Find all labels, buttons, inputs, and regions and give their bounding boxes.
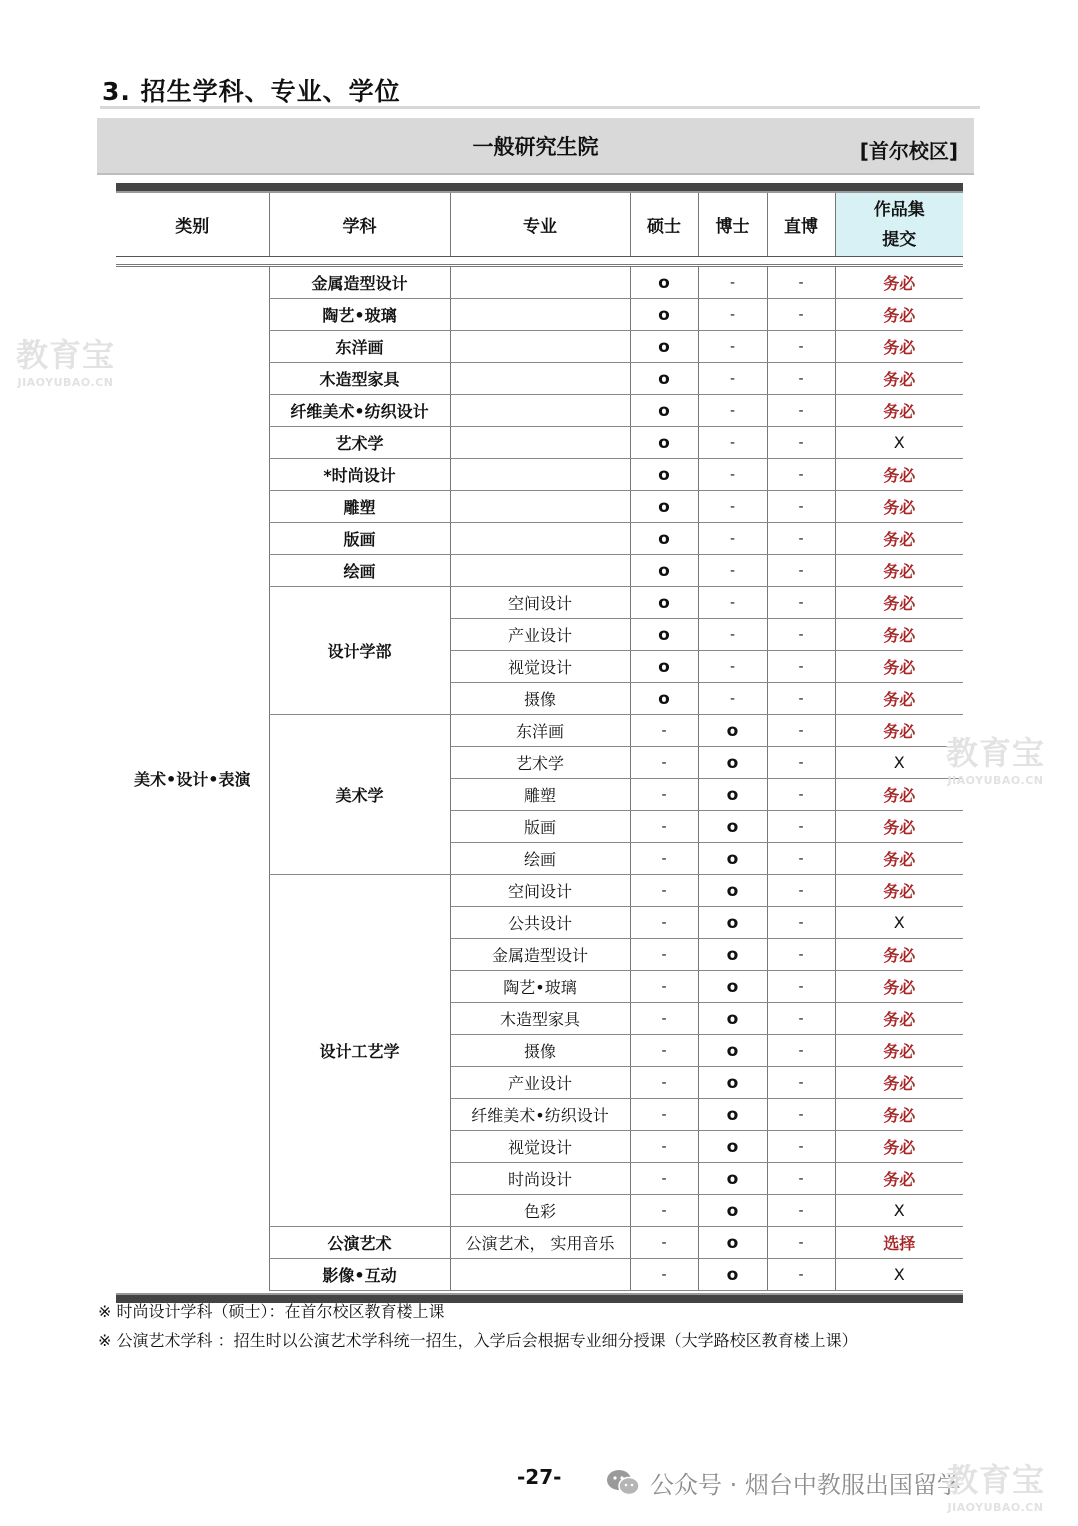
master-cell: o (630, 427, 698, 459)
watermark-domain: JIAOYUBAO.CN (947, 1501, 1044, 1514)
master-cell: o (630, 683, 698, 715)
major-cell (450, 395, 630, 427)
major-cell: 纤维美术•纺织设计 (450, 1099, 630, 1131)
table-header-row (116, 193, 963, 257)
discipline-cell: 陶艺•玻璃 (269, 299, 450, 331)
discipline-cell: 影像•互动 (269, 1259, 450, 1291)
major-cell (450, 1259, 630, 1291)
integrated-cell: - (767, 1163, 835, 1195)
note-item: ※ 公演艺术学科 ：招生时以公演艺术学科统一招生，入学后会根据专业细分授课（大学路校区教育楼上课） (98, 1331, 858, 1350)
discipline-cell: 雕塑 (269, 491, 450, 523)
portfolio-cell: 务必 (835, 971, 963, 1003)
major-cell: 艺术学 (450, 747, 630, 779)
integrated-cell: - (767, 715, 835, 747)
major-cell (450, 459, 630, 491)
master-cell: - (630, 843, 698, 875)
portfolio-cell: 务必 (835, 1035, 963, 1067)
school-banner (97, 118, 974, 175)
portfolio-cell: 务必 (835, 459, 963, 491)
major-cell (450, 331, 630, 363)
master-cell: - (630, 1259, 698, 1291)
header-integrated: 直博 (767, 193, 835, 257)
notes (98, 1297, 858, 1355)
watermark-domain: JIAOYUBAO.CN (947, 774, 1044, 787)
integrated-cell: - (767, 747, 835, 779)
portfolio-cell: 务必 (835, 875, 963, 907)
doctor-cell: - (698, 491, 767, 523)
discipline-cell: 设计工艺学 (269, 875, 450, 1227)
integrated-cell: - (767, 587, 835, 619)
doctor-cell: o (698, 715, 767, 747)
integrated-cell: - (767, 1003, 835, 1035)
doctor-cell: o (698, 1035, 767, 1067)
doctor-cell: - (698, 555, 767, 587)
portfolio-cell: X (835, 907, 963, 939)
doctor-cell: o (698, 1131, 767, 1163)
major-cell (450, 363, 630, 395)
master-cell: - (630, 939, 698, 971)
doctor-cell: - (698, 651, 767, 683)
header-master: 硕士 (630, 193, 698, 257)
watermark-text: 教育宝 (946, 734, 1046, 772)
doctor-cell: - (698, 266, 767, 299)
header-portfolio-line2: 提交 (882, 229, 917, 250)
doctor-cell: o (698, 1003, 767, 1035)
master-cell: o (630, 363, 698, 395)
discipline-cell: 绘画 (269, 555, 450, 587)
integrated-cell: - (767, 1131, 835, 1163)
master-cell: o (630, 523, 698, 555)
master-cell: - (630, 747, 698, 779)
integrated-cell: - (767, 907, 835, 939)
integrated-cell: - (767, 1259, 835, 1291)
doctor-cell: o (698, 875, 767, 907)
school-title: 一般研究生院 (472, 135, 599, 159)
major-cell: 公共设计 (450, 907, 630, 939)
doctor-cell: o (698, 939, 767, 971)
discipline-cell: 艺术学 (269, 427, 450, 459)
major-cell: 空间设计 (450, 587, 630, 619)
master-cell: - (630, 907, 698, 939)
master-cell: - (630, 1099, 698, 1131)
major-cell: 空间设计 (450, 875, 630, 907)
master-cell: - (630, 779, 698, 811)
doctor-cell: - (698, 395, 767, 427)
header-discipline: 学科 (269, 193, 450, 257)
integrated-cell: - (767, 939, 835, 971)
major-cell: 绘画 (450, 843, 630, 875)
integrated-cell: - (767, 1099, 835, 1131)
page-number: -27- (517, 1465, 562, 1489)
portfolio-cell: X (835, 1195, 963, 1227)
integrated-cell: - (767, 1227, 835, 1259)
integrated-cell: - (767, 779, 835, 811)
integrated-cell: - (767, 1035, 835, 1067)
portfolio-cell: 务必 (835, 587, 963, 619)
integrated-cell: - (767, 299, 835, 331)
table-top-bar (116, 183, 963, 193)
master-cell: - (630, 1003, 698, 1035)
discipline-cell: 木造型家具 (269, 363, 450, 395)
portfolio-cell: X (835, 1259, 963, 1291)
discipline-cell: 版画 (269, 523, 450, 555)
integrated-cell: - (767, 266, 835, 299)
integrated-cell: - (767, 491, 835, 523)
master-cell: - (630, 971, 698, 1003)
integrated-cell: - (767, 843, 835, 875)
footer-account (606, 1465, 961, 1504)
doctor-cell: - (698, 299, 767, 331)
portfolio-cell: 务必 (835, 491, 963, 523)
portfolio-cell: 务必 (835, 683, 963, 715)
major-cell (450, 427, 630, 459)
portfolio-cell: 务必 (835, 266, 963, 299)
integrated-cell: - (767, 1195, 835, 1227)
doctor-cell: o (698, 1099, 767, 1131)
portfolio-cell: 选择 (835, 1227, 963, 1259)
major-cell: 摄像 (450, 1035, 630, 1067)
watermark-logo (946, 728, 1045, 787)
master-cell: o (630, 299, 698, 331)
portfolio-cell: 务必 (835, 1163, 963, 1195)
master-cell: - (630, 875, 698, 907)
program-rows (116, 266, 963, 1291)
integrated-cell: - (767, 523, 835, 555)
discipline-cell: 纤维美术•纺织设计 (269, 395, 450, 427)
master-cell: - (630, 1227, 698, 1259)
portfolio-cell: 务必 (835, 363, 963, 395)
integrated-cell: - (767, 331, 835, 363)
watermark-domain: JIAOYUBAO.CN (17, 376, 114, 389)
header-major: 专业 (450, 193, 630, 257)
doctor-cell: - (698, 427, 767, 459)
discipline-cell: *时尚设计 (269, 459, 450, 491)
major-cell: 木造型家具 (450, 1003, 630, 1035)
master-cell: o (630, 651, 698, 683)
integrated-cell: - (767, 427, 835, 459)
master-cell: - (630, 1067, 698, 1099)
discipline-cell: 金属造型设计 (269, 266, 450, 299)
integrated-cell: - (767, 459, 835, 491)
master-cell: o (630, 587, 698, 619)
doctor-cell: o (698, 811, 767, 843)
master-cell: o (630, 395, 698, 427)
integrated-cell: - (767, 651, 835, 683)
master-cell: o (630, 459, 698, 491)
program-table-wrapper (116, 183, 963, 1303)
wechat-icon (606, 1468, 640, 1504)
doctor-cell: - (698, 587, 767, 619)
integrated-cell: - (767, 395, 835, 427)
doctor-cell: - (698, 331, 767, 363)
portfolio-cell: 务必 (835, 939, 963, 971)
portfolio-cell: 务必 (835, 715, 963, 747)
master-cell: - (630, 811, 698, 843)
portfolio-cell: 务必 (835, 1099, 963, 1131)
portfolio-cell: 务必 (835, 1067, 963, 1099)
integrated-cell: - (767, 619, 835, 651)
major-cell: 色彩 (450, 1195, 630, 1227)
integrated-cell: - (767, 971, 835, 1003)
master-cell: - (630, 1035, 698, 1067)
doctor-cell: - (698, 363, 767, 395)
major-cell: 东洋画 (450, 715, 630, 747)
integrated-cell: - (767, 555, 835, 587)
portfolio-cell: 务必 (835, 395, 963, 427)
discipline-cell: 美术学 (269, 715, 450, 875)
category-cell: 美术•设计•表演 (134, 770, 251, 790)
header-spacer (116, 257, 963, 266)
master-cell: - (630, 715, 698, 747)
watermark-logo (16, 330, 115, 389)
discipline-cell: 设计学部 (269, 587, 450, 715)
master-cell: - (630, 1195, 698, 1227)
portfolio-cell: X (835, 427, 963, 459)
major-cell: 摄像 (450, 683, 630, 715)
portfolio-cell: 务必 (835, 555, 963, 587)
doctor-cell: o (698, 747, 767, 779)
doctor-cell: o (698, 1195, 767, 1227)
major-cell: 产业设计 (450, 619, 630, 651)
header-doctor: 博士 (698, 193, 767, 257)
major-cell (450, 299, 630, 331)
major-cell: 版画 (450, 811, 630, 843)
major-cell: 时尚设计 (450, 1163, 630, 1195)
footer-account-text: 公众号 · 烟台中教服出国留学 (650, 1471, 961, 1499)
major-cell (450, 266, 630, 299)
header-portfolio (835, 193, 963, 257)
doctor-cell: o (698, 843, 767, 875)
integrated-cell: - (767, 875, 835, 907)
portfolio-cell: 务必 (835, 1003, 963, 1035)
campus-label: [首尔校区] (859, 139, 958, 163)
portfolio-cell: 务必 (835, 843, 963, 875)
doctor-cell: o (698, 1259, 767, 1291)
portfolio-cell: 务必 (835, 619, 963, 651)
watermark-text: 教育宝 (946, 1461, 1046, 1499)
master-cell: - (630, 1163, 698, 1195)
doctor-cell: - (698, 523, 767, 555)
title-divider (100, 106, 980, 109)
major-cell (450, 555, 630, 587)
master-cell: o (630, 266, 698, 299)
header-category: 类别 (116, 193, 269, 257)
section-title: 3. 招生学科、专业、学位 (102, 77, 401, 106)
major-cell: 产业设计 (450, 1067, 630, 1099)
doctor-cell: o (698, 1227, 767, 1259)
integrated-cell: - (767, 363, 835, 395)
master-cell: o (630, 331, 698, 363)
program-table (116, 193, 963, 1291)
watermark-logo (946, 1455, 1045, 1514)
integrated-cell: - (767, 1067, 835, 1099)
portfolio-cell: X (835, 747, 963, 779)
major-cell: 视觉设计 (450, 651, 630, 683)
doctor-cell: o (698, 971, 767, 1003)
master-cell: o (630, 555, 698, 587)
portfolio-cell: 务必 (835, 523, 963, 555)
note-item: ※ 时尚设计学科（硕士）：在首尔校区教育楼上课 (98, 1302, 445, 1321)
doctor-cell: o (698, 1067, 767, 1099)
portfolio-cell: 务必 (835, 331, 963, 363)
major-cell (450, 491, 630, 523)
discipline-cell: 公演艺术 (269, 1227, 450, 1259)
major-cell: 雕塑 (450, 779, 630, 811)
portfolio-cell: 务必 (835, 1131, 963, 1163)
doctor-cell: o (698, 907, 767, 939)
master-cell: o (630, 491, 698, 523)
doctor-cell: - (698, 459, 767, 491)
portfolio-cell: 务必 (835, 811, 963, 843)
master-cell: - (630, 1131, 698, 1163)
doctor-cell: o (698, 1163, 767, 1195)
doctor-cell: - (698, 683, 767, 715)
master-cell: o (630, 619, 698, 651)
portfolio-cell: 务必 (835, 299, 963, 331)
watermark-text: 教育宝 (16, 336, 116, 374)
major-cell: 公演艺术， 实用音乐 (450, 1227, 630, 1259)
integrated-cell: - (767, 683, 835, 715)
major-cell: 视觉设计 (450, 1131, 630, 1163)
major-cell: 陶艺•玻璃 (450, 971, 630, 1003)
doctor-cell: - (698, 619, 767, 651)
header-portfolio-line1: 作品集 (873, 199, 925, 220)
table-row (116, 266, 963, 299)
major-cell (450, 523, 630, 555)
major-cell: 金属造型设计 (450, 939, 630, 971)
portfolio-cell: 务必 (835, 651, 963, 683)
doctor-cell: o (698, 779, 767, 811)
discipline-cell: 东洋画 (269, 331, 450, 363)
integrated-cell: - (767, 811, 835, 843)
portfolio-cell: 务必 (835, 779, 963, 811)
